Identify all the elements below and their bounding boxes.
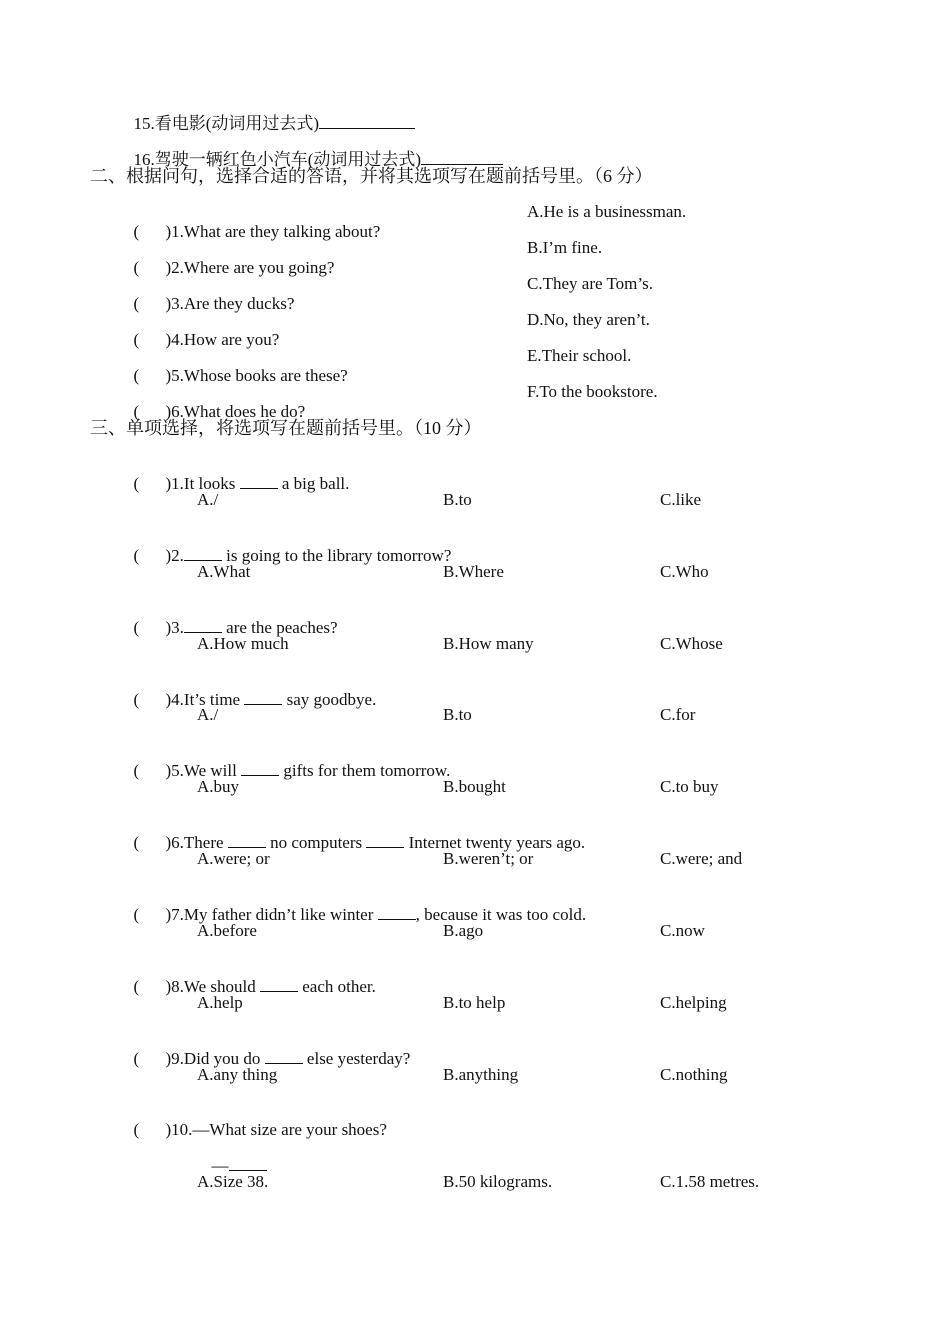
option-b: B.anything: [443, 1065, 519, 1084]
question-stem: )9.Did you do: [165, 1049, 265, 1068]
question-blank: [244, 690, 282, 705]
question-stem-rest: each other.: [297, 977, 376, 996]
question-stem-rest: is going to the library tomorrow?: [221, 546, 452, 565]
question-stem-rest: Internet twenty years ago.: [404, 833, 586, 852]
question-stem: )10.—What size are your shoes?: [165, 1120, 387, 1139]
option-b: B.to: [443, 705, 472, 724]
question-stem: )5.We will: [165, 761, 242, 780]
question-text: )5.Whose books are these?: [165, 366, 348, 385]
option-b: B.ago: [443, 921, 484, 940]
option-c: C.helping: [660, 993, 727, 1012]
question-blank: [184, 546, 222, 561]
answer-bracket[interactable]: (: [133, 294, 140, 313]
option-c: C.were; and: [660, 849, 743, 868]
matching-answer: C.They are Tom’s.: [527, 274, 653, 293]
answer-bracket[interactable]: (: [133, 618, 140, 637]
mc-question: [125, 454, 349, 494]
vocab-item-text: 16.驾驶一辆红色小汽车(动词用过去式): [133, 150, 422, 169]
matching-answer: F.To the bookstore.: [527, 382, 658, 401]
mc-question: [125, 741, 450, 781]
question-stem-rest: a big ball.: [277, 474, 350, 493]
answer-bracket[interactable]: (: [133, 761, 140, 780]
matching-question: [125, 274, 294, 314]
option-b: B.to help: [443, 993, 506, 1012]
question-blank: [240, 474, 278, 489]
question-stem: )2.: [165, 546, 184, 565]
question-blank: [366, 833, 404, 848]
option-a: A.before: [197, 921, 257, 940]
answer-bracket[interactable]: (: [133, 833, 140, 852]
question-stem-rest: gifts for them tomorrow.: [279, 761, 451, 780]
option-c: C.now: [660, 921, 705, 940]
question-blank: [241, 761, 279, 776]
option-b: B.bought: [443, 777, 506, 796]
question-text: )1.What are they talking about?: [165, 222, 381, 241]
question-stem-middle: no computers: [265, 833, 367, 852]
matching-answer: D.No, they aren’t.: [527, 310, 650, 329]
answer-bracket[interactable]: (: [133, 474, 140, 493]
question-blank: [378, 905, 416, 920]
option-c: C.Who: [660, 562, 709, 581]
answer-bracket[interactable]: (: [133, 1120, 140, 1139]
answer-bracket[interactable]: (: [133, 402, 140, 421]
option-b: B.weren’t; or: [443, 849, 534, 868]
mc-question: [125, 526, 451, 566]
option-c: C.nothing: [660, 1065, 728, 1084]
vocab-item-15: [125, 94, 415, 134]
question-stem: )8.We should: [165, 977, 260, 996]
vocab-item-16: [125, 130, 503, 170]
question-stem: )4.It’s time: [165, 690, 245, 709]
option-a: A.any thing: [197, 1065, 278, 1084]
option-c: C.1.58 metres.: [660, 1172, 760, 1191]
matching-question: [125, 238, 334, 278]
mc-question: [125, 957, 376, 997]
answer-bracket[interactable]: (: [133, 546, 140, 565]
answer-bracket[interactable]: (: [133, 330, 140, 349]
question-blank: [184, 618, 222, 633]
mc-question: [125, 670, 376, 710]
matching-question: [125, 202, 380, 242]
answer-blank[interactable]: [421, 150, 503, 165]
option-a: A./: [197, 705, 219, 724]
option-a: A.What: [197, 562, 251, 581]
option-a: A.How much: [197, 634, 289, 653]
matching-answer: E.Their school.: [527, 346, 632, 365]
matching-question: [125, 310, 279, 350]
option-c: C.like: [660, 490, 702, 509]
question-stem: )3.: [165, 618, 184, 637]
matching-question: [125, 382, 305, 422]
question-blank: [265, 1049, 303, 1064]
section2-heading: 二、根据问句，选择合适的答语，并将其选项写在题前括号里。（6 分）: [90, 166, 653, 186]
question-stem-rest: are the peaches?: [221, 618, 338, 637]
question-stem-rest: say goodbye.: [282, 690, 377, 709]
question-stem: )6.There: [165, 833, 228, 852]
option-a: A.help: [197, 993, 243, 1012]
option-a: A.Size 38.: [197, 1172, 269, 1191]
question-stem: )1.It looks: [165, 474, 240, 493]
option-b: B.How many: [443, 634, 534, 653]
answer-bracket[interactable]: (: [133, 1049, 140, 1068]
answer-bracket[interactable]: (: [133, 366, 140, 385]
mc-question: [125, 1100, 387, 1140]
matching-answer: B.I’m fine.: [527, 238, 603, 257]
option-b: B.to: [443, 490, 472, 509]
option-a: A./: [197, 490, 219, 509]
mc-question: [125, 813, 585, 853]
vocab-item-text: 15.看电影(动词用过去式): [133, 114, 320, 133]
answer-bracket[interactable]: (: [133, 977, 140, 996]
question-text: )3.Are they ducks?: [165, 294, 295, 313]
question-stem: )7.My father didn’t like winter: [165, 905, 378, 924]
question-text: )6.What does he do?: [165, 402, 306, 421]
option-a: A.were; or: [197, 849, 270, 868]
answer-bracket[interactable]: (: [133, 222, 140, 241]
mc-question: [125, 598, 338, 638]
option-c: C.Whose: [660, 634, 723, 653]
option-c: C.to buy: [660, 777, 719, 796]
question-blank: [260, 977, 298, 992]
answer-blank[interactable]: [319, 114, 415, 129]
question-stem-rest: , because it was too cold.: [415, 905, 587, 924]
question-text: )2.Where are you going?: [165, 258, 335, 277]
mc-question: [125, 885, 586, 925]
answer-bracket[interactable]: (: [133, 690, 140, 709]
question-blank: [229, 1156, 267, 1171]
option-c: C.for: [660, 705, 696, 724]
answer-bracket[interactable]: (: [133, 258, 140, 277]
section3-heading: 三、单项选择，将选项写在题前括号里。（10 分）: [90, 418, 482, 438]
mc-question: [125, 1029, 410, 1069]
reply-line: [203, 1136, 267, 1176]
option-b: B.Where: [443, 562, 504, 581]
reply-dash: —: [211, 1156, 229, 1175]
matching-answer: A.He is a businessman.: [527, 202, 687, 221]
question-blank: [228, 833, 266, 848]
answer-bracket[interactable]: (: [133, 905, 140, 924]
question-text: )4.How are you?: [165, 330, 280, 349]
option-a: A.buy: [197, 777, 240, 796]
matching-question: [125, 346, 348, 386]
question-stem-rest: else yesterday?: [302, 1049, 411, 1068]
option-b: B.50 kilograms.: [443, 1172, 553, 1191]
